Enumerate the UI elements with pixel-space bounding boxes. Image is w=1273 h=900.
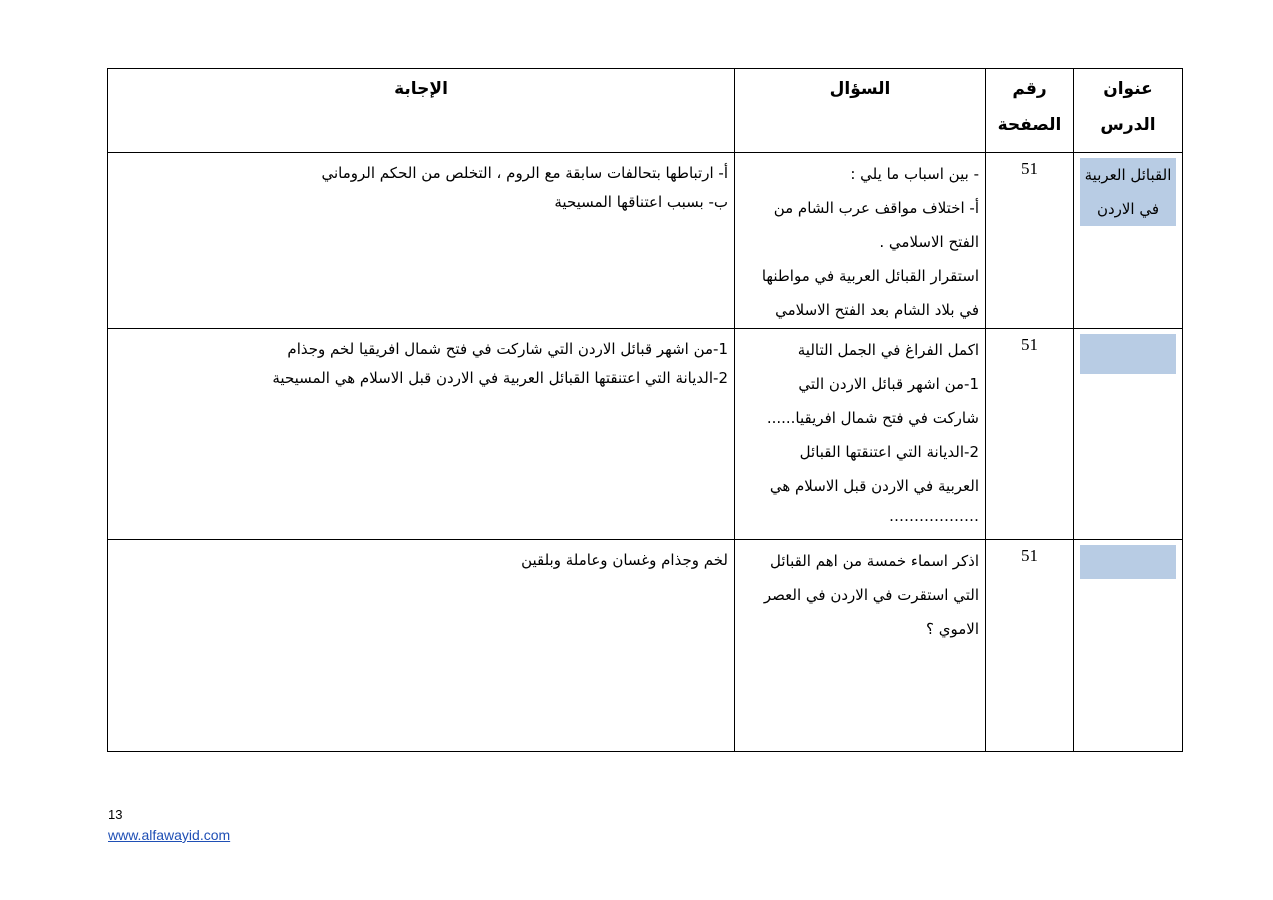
- page-number: 51: [1021, 546, 1038, 565]
- page-number: 51: [1021, 335, 1038, 354]
- question-line: ………………: [889, 507, 979, 525]
- question-cell: [735, 540, 986, 752]
- question-line: في بلاد الشام بعد الفتح الاسلامي: [775, 301, 979, 319]
- question-line: اكمل الفراغ في الجمل التالية: [797, 341, 979, 359]
- lesson-title-cell: [1074, 540, 1183, 752]
- header-question: [735, 69, 986, 153]
- question-line: اذكر اسماء خمسة من اهم القبائل: [770, 552, 979, 570]
- page-number-cell: [986, 153, 1074, 329]
- footer-page-number: 13: [108, 807, 123, 822]
- header-lesson-title: [1074, 69, 1183, 153]
- question-line: شاركت في فتح شمال افريقيا......: [766, 409, 979, 427]
- lesson-title-cell: [1074, 329, 1183, 540]
- lesson-title-highlight: [1080, 334, 1176, 374]
- header-page-number-line2: الصفحة: [997, 115, 1062, 135]
- question-cell: [735, 153, 986, 329]
- lesson-table: [107, 68, 1183, 752]
- question-line: 1-من اشهر قبائل الاردن التي: [798, 375, 979, 393]
- header-lesson-title-line2: الدرس: [1100, 115, 1156, 135]
- lesson-title-line2: في الاردن: [1096, 200, 1160, 218]
- table-row: [108, 153, 1183, 329]
- question-line: العربية في الاردن قبل الاسلام هي: [769, 477, 979, 495]
- header-answer-label: الإجابة: [394, 79, 448, 99]
- question-line: 2-الديانة التي اعتنقتها القبائل: [799, 443, 979, 461]
- question-line: - بين اسباب ما يلي :: [850, 165, 979, 183]
- question-line: الفتح الاسلامي .: [879, 233, 979, 251]
- table-row: [108, 540, 1183, 752]
- header-row: [108, 69, 1183, 153]
- lesson-title-highlight: [1080, 545, 1176, 579]
- answer-line: 1-من اشهر قبائل الاردن التي شاركت في فتح شمال افريقيا لخم وجذام: [287, 340, 728, 358]
- header-page-number-line1: رقم: [1012, 79, 1047, 99]
- answer-cell: [108, 153, 735, 329]
- lesson-title-highlight: [1080, 158, 1176, 226]
- answer-cell: [108, 540, 735, 752]
- header-page-number: [986, 69, 1074, 153]
- header-question-label: السؤال: [829, 79, 891, 99]
- answer-line: أ- ارتباطها بتحالفات سابقة مع الروم ، التخلص من الحكم الروماني: [321, 164, 728, 182]
- question-line: استقرار القبائل العربية في مواطنها: [761, 267, 979, 285]
- page-number-cell: [986, 540, 1074, 752]
- lesson-title-cell: [1074, 153, 1183, 329]
- answer-cell: [108, 329, 735, 540]
- footer-website-link[interactable]: www.alfawayid.com: [108, 827, 231, 843]
- page-number: 51: [1021, 159, 1038, 178]
- question-line: الاموي ؟: [926, 620, 979, 638]
- header-answer: [108, 69, 735, 153]
- lesson-title-line1: القبائل العربية: [1084, 166, 1172, 184]
- page-number-cell: [986, 329, 1074, 540]
- answer-line: لخم وجذام وغسان وعاملة وبلقين: [521, 551, 728, 569]
- answer-line: ب- بسبب اعتناقها المسيحية: [554, 193, 728, 211]
- table-row: [108, 329, 1183, 540]
- question-cell: [735, 329, 986, 540]
- question-line: أ- اختلاف مواقف عرب الشام من: [773, 199, 979, 217]
- answer-line: 2-الديانة التي اعتنقتها القبائل العربية في الاردن قبل الاسلام هي المسيحية: [272, 369, 728, 387]
- header-lesson-title-line1: عنوان: [1103, 79, 1153, 99]
- question-line: التي استقرت في الاردن في العصر: [763, 586, 979, 604]
